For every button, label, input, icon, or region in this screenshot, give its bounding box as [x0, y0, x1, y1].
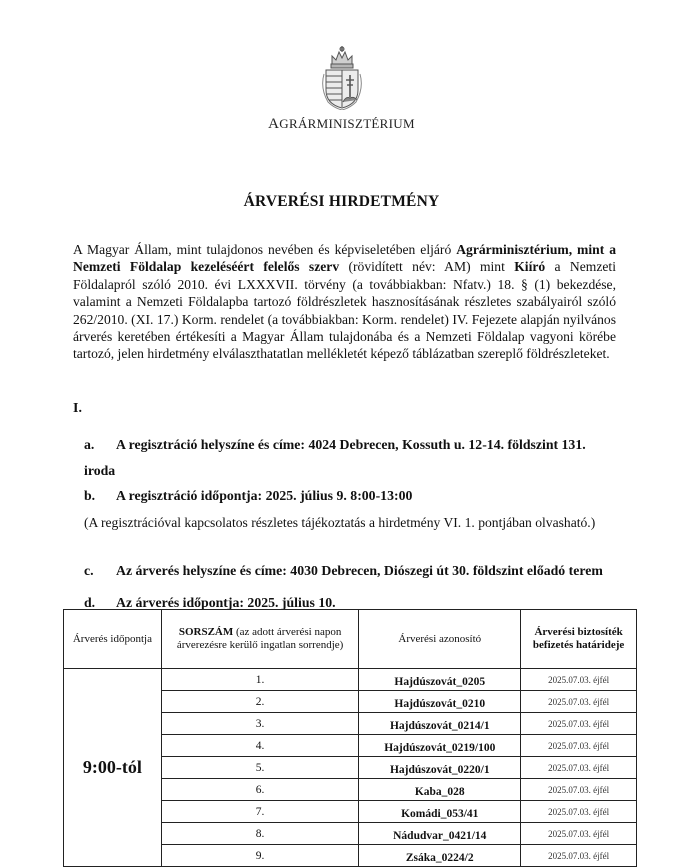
item-auction-location — [84, 562, 617, 580]
ministry-name: AGRÁRMINISZTÉRIUM — [268, 116, 415, 132]
deadline-cell: 2025.07.03. éjfél — [521, 801, 637, 823]
auction-id-cell: Hajdúszovát_0205 — [359, 669, 521, 691]
item-label: b. — [84, 488, 96, 503]
order-number-cell: 9. — [161, 845, 359, 867]
table-body — [64, 669, 637, 867]
deadline-cell: 2025.07.03. éjfél — [521, 757, 637, 779]
item-text: Az árverés helyszíne és címe: 4030 Debrecen, Diószegi út 30. földszint előadó terem — [116, 563, 603, 578]
table-header-row — [64, 610, 637, 669]
intro-text: (rövidített név: AM) mint — [339, 259, 515, 275]
item-text: Az árverés időpontja: 2025. július 10. — [116, 595, 336, 610]
deadline-cell: 2025.07.03. éjfél — [521, 735, 637, 757]
order-number-cell: 5. — [161, 757, 359, 779]
order-number-cell: 7. — [161, 801, 359, 823]
header-order-title: SORSZÁM — [178, 626, 234, 638]
item-registration-location — [84, 432, 617, 484]
item-label: a. — [84, 437, 95, 452]
intro-authority: Agrárminisztérium, mint a Nemzeti Földalap kezeléséért felelős szerv — [73, 242, 616, 275]
auction-id-cell: Komádi_053/41 — [359, 801, 521, 823]
header-order-rest: (az adott árverési napon árverezésre kerülő ingatlan sorrendje) — [176, 626, 344, 651]
item-registration-time — [84, 487, 617, 505]
item-label: c. — [84, 563, 94, 578]
section-number: I. — [73, 401, 82, 416]
auction-id-cell: Hajdúszovát_0219/100 — [359, 735, 521, 757]
deadline-cell: 2025.07.03. éjfél — [521, 823, 637, 845]
item-text: A regisztráció helyszíne és címe: 4024 Debrecen, Kossuth u. 12-14. földszint 131. iroda — [84, 437, 586, 478]
intro-paragraph — [73, 241, 616, 363]
intro-text: a Nemzeti Földalapról szóló 2010. évi LXXXVII. törvény (a továbbiakban: Nfatv.) 18. § (1) bekezdése, valamint a Nemzeti Földalapba tartozó földrészletek hasznosításának részletes szabályairól szóló 262/2010. (XI. 17.) Korm. rendelet (a továbbiakban: Korm. rendelet) IV. Fejezete alapján nyilvános árverés keretében értékesíti a Magyar Állam tulajdonába és a Nemzeti Földalap vagyoni körébe tartozó, jelen hirdetmény elválaszthatatlan mellékletét képező táblázatban szereplő földrészleteket. — [73, 259, 616, 362]
order-number-cell: 1. — [161, 669, 359, 691]
document-title: ÁRVERÉSI HIRDETMÉNY — [243, 193, 440, 210]
auction-id-cell: Kaba_028 — [359, 779, 521, 801]
deadline-cell: 2025.07.03. éjfél — [521, 691, 637, 713]
auction-id-cell: Hajdúszovát_0210 — [359, 691, 521, 713]
order-number-cell: 3. — [161, 713, 359, 735]
hungarian-coat-of-arms-icon — [320, 44, 364, 110]
auction-time-cell: 9:00-tól — [64, 669, 162, 867]
order-number-cell: 4. — [161, 735, 359, 757]
header-deadline: Árverési biztosíték befizetés határideje — [521, 610, 637, 669]
intro-text: A Magyar Állam, mint tulajdonos nevében és képviseletében eljáró — [73, 242, 457, 257]
header-order — [161, 610, 359, 669]
auction-id-cell: Zsáka_0224/2 — [359, 845, 521, 867]
registration-note: (A regisztrációval kapcsolatos részletes tájékoztatás a hirdetmény VI. 1. pontjában olvasható.) — [84, 515, 596, 530]
item-text: A regisztráció időpontja: 2025. július 9. 8:00-13:00 — [116, 488, 413, 503]
auction-id-cell: Nádudvar_0421/14 — [359, 823, 521, 845]
intro-issuer: Kiíró — [514, 259, 546, 275]
table-row — [64, 669, 637, 691]
deadline-cell: 2025.07.03. éjfél — [521, 713, 637, 735]
deadline-cell: 2025.07.03. éjfél — [521, 669, 637, 691]
order-number-cell: 8. — [161, 823, 359, 845]
auction-id-cell: Hajdúszovát_0214/1 — [359, 713, 521, 735]
auction-id-cell: Hajdúszovát_0220/1 — [359, 757, 521, 779]
header-auction-id: Árverési azonosító — [359, 610, 521, 669]
deadline-cell: 2025.07.03. éjfél — [521, 845, 637, 867]
order-number-cell: 2. — [161, 691, 359, 713]
order-number-cell: 6. — [161, 779, 359, 801]
item-label: d. — [84, 595, 96, 610]
deadline-cell: 2025.07.03. éjfél — [521, 779, 637, 801]
header-time: Árverés időpontja — [64, 610, 162, 669]
auction-table — [63, 609, 637, 867]
